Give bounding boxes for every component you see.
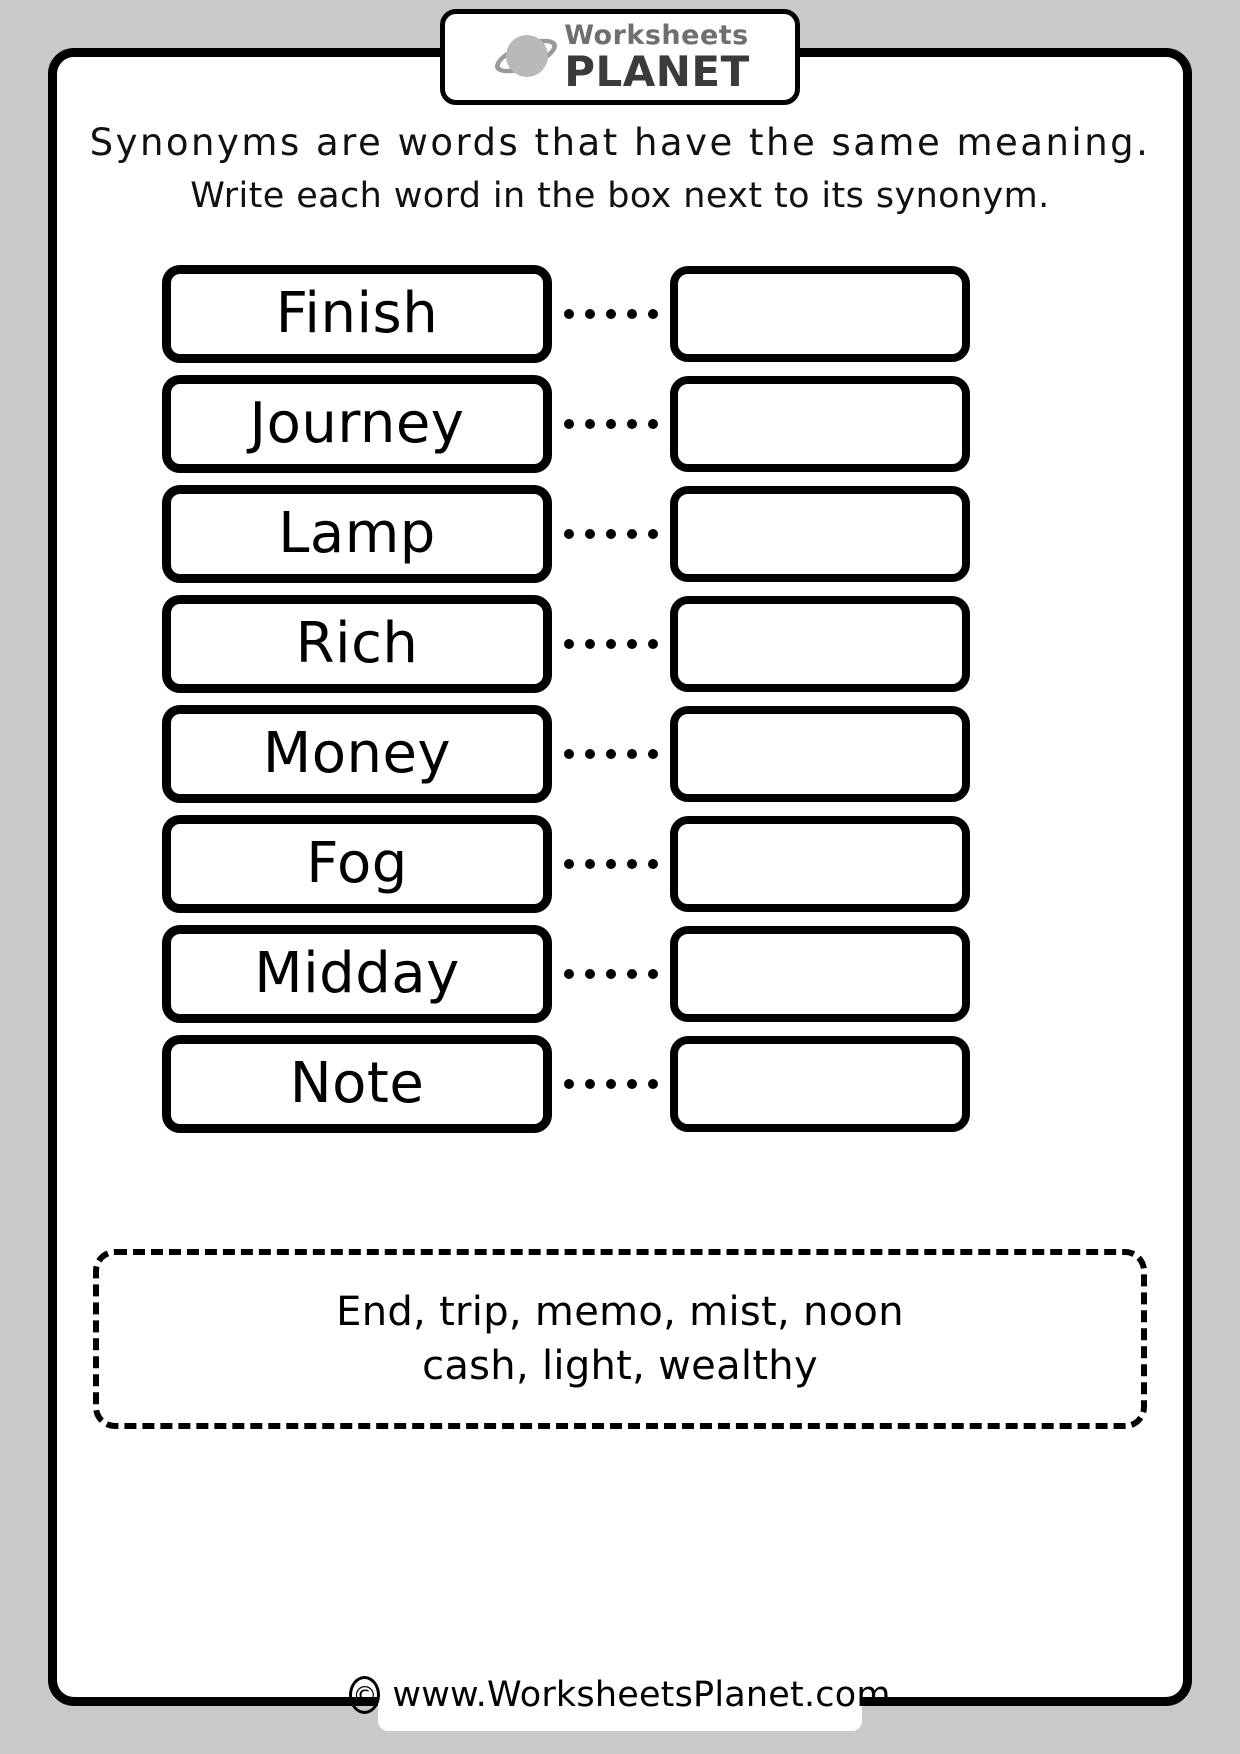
worksheet-page (48, 19, 1192, 1715)
answer-input[interactable] (670, 816, 970, 912)
logo-line-1: Worksheets (564, 19, 749, 51)
word-label: Journey (249, 391, 465, 456)
table-row (162, 815, 1080, 913)
copyright-icon: © (349, 1676, 380, 1714)
word-box (162, 1035, 552, 1133)
instructions (57, 121, 1183, 216)
dot-leader (552, 969, 670, 979)
answer-input[interactable] (670, 706, 970, 802)
table-row (162, 705, 1080, 803)
answer-input[interactable] (670, 1036, 970, 1132)
word-label: Note (289, 1051, 425, 1116)
answer-input[interactable] (670, 926, 970, 1022)
instructions-line-1: Synonyms are words that have the same meaning. (89, 121, 1151, 164)
answer-input[interactable] (670, 266, 970, 362)
word-box (162, 375, 552, 473)
word-box (162, 705, 552, 803)
word-bank (93, 1249, 1147, 1429)
logo-line-2: PLANET (564, 46, 750, 96)
answer-input[interactable] (670, 486, 970, 582)
dot-leader (552, 749, 670, 759)
answer-input[interactable] (670, 376, 970, 472)
word-box (162, 485, 552, 583)
answer-input[interactable] (670, 596, 970, 692)
word-label: Fog (306, 831, 408, 896)
word-label: Lamp (278, 501, 436, 566)
word-label: Money (262, 721, 452, 786)
word-label: Midday (254, 941, 460, 1006)
table-row (162, 1035, 1080, 1133)
word-bank-line-1: End, trip, memo, mist, noon (336, 1289, 904, 1335)
table-row (162, 485, 1080, 583)
website-url[interactable]: www.WorksheetsPlanet.com (392, 1675, 891, 1715)
word-label: Rich (295, 611, 419, 676)
synonym-rows (162, 265, 1080, 1145)
dot-leader (552, 529, 670, 539)
table-row (162, 925, 1080, 1023)
dot-leader (552, 859, 670, 869)
word-box (162, 925, 552, 1023)
dot-leader (552, 1079, 670, 1089)
table-row (162, 265, 1080, 363)
dot-leader (552, 639, 670, 649)
word-box (162, 595, 552, 693)
word-box (162, 815, 552, 913)
dot-leader (552, 309, 670, 319)
table-row (162, 375, 1080, 473)
brand-logo (440, 9, 800, 105)
word-bank-line-2: cash, light, wealthy (422, 1343, 818, 1389)
word-label: Finish (275, 281, 439, 346)
planet-icon (494, 25, 558, 89)
footer (352, 1659, 891, 1731)
dot-leader (552, 419, 670, 429)
word-box (162, 265, 552, 363)
table-row (162, 595, 1080, 693)
instructions-line-2: Write each word in the box next to its synonym. (190, 176, 1050, 216)
